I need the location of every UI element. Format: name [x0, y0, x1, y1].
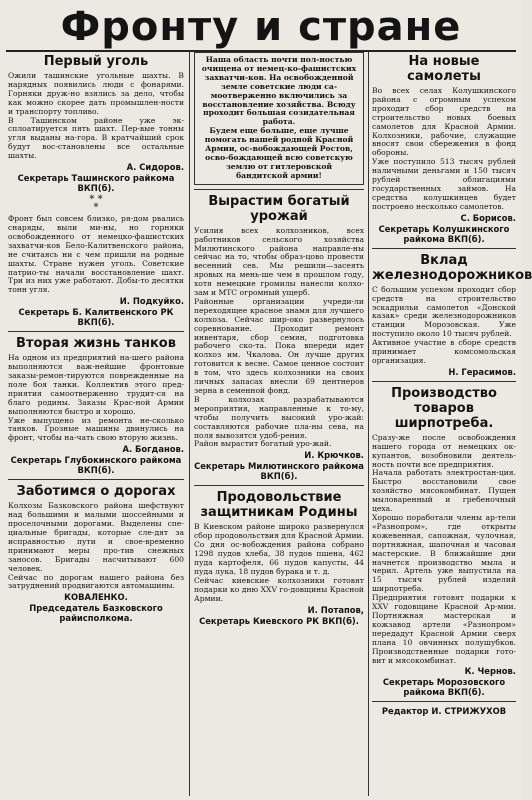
article-provisions	[194, 490, 364, 625]
signature-role: Секретарь Киевского РК ВКП(б).	[199, 615, 359, 626]
article-new-planes	[372, 54, 516, 244]
signature-role: Секретарь Морозовского райкома ВКП(б).	[382, 677, 506, 698]
article-body: Сразу-же после освобождения нашего города от немецких ок-купантов, возобновили деятель-ность почти все предприятия. Начала работать электростан-ция. Быстро восстановили свое хозяйство мясокомбинат. Пущен мыловаренный и гребеночный цеха. Хорошо поработали члены ар-тели «Разнопром», где открыты кожевенная, сапожная, чулочная, портняжная, шапочная и часовая мастерские. В ближайшие дни начнется производство мыла и черил. Артель уже выпустила на 15 тысяч рублей изделий ширпотреба. Предприятия готовят подарки к XXV годовщине Красной Ар-мии. Портняжная мастерская и кожзавод артели «Разнопром» передадут Красной Армии сверх плана 10 овчинных полушубков. Производственные подарки гото-вит и мясокомбинат.	[372, 432, 516, 665]
article-bk-mines	[8, 215, 184, 327]
signature-name: С. Борисов.	[460, 212, 516, 223]
article-title: Первый уголь	[43, 54, 149, 69]
article-railway	[372, 252, 532, 377]
article-title: Производство товаров ширпотреба.	[391, 385, 497, 431]
column-divider-2	[368, 52, 369, 796]
column-divider-1	[189, 52, 190, 796]
signature-name: А. Богданов.	[122, 444, 184, 455]
article-title: Вырастим богатый урожай	[208, 193, 350, 224]
divider	[372, 701, 516, 702]
article-body: Фронт был совсем близко, ря-дом рвались снаряды, выли ми-ны, но горняки освобожденного от немецко-фашистских захватчи-ков Бело-Калитвенского района, не считаясь ни с чем пришли на родные шахты. Стране нужен уголь. Советские патрио-ты начали восстановление шахт. Три из них уже работают. Добы-то десятки тонн угля.	[8, 214, 184, 295]
separator-stars: * * *	[89, 194, 103, 214]
article-title: Вклад железнодорожников	[372, 252, 532, 283]
signature-role: Секретарь Б. Калитвенского РК ВКП(б).	[18, 307, 174, 328]
divider	[8, 331, 184, 332]
column-middle	[194, 52, 364, 796]
article-title: На новые самолеты	[407, 54, 481, 84]
article-first-coal	[8, 54, 184, 193]
signature-name: И. Крючков.	[304, 450, 364, 461]
article-consumer-goods	[372, 386, 516, 698]
signature-role: Секретарь Глубокинского райкома ВКП(б).	[10, 455, 182, 476]
article-title: Продовольствие защитникам Родины	[200, 490, 358, 521]
article-harvest	[194, 194, 364, 482]
signature-name: А. Сидоров.	[126, 162, 184, 173]
article-body: На одном из предприятий на-шего района выполняются важ-нейшие фронтовые заказы-ремон-тируются поврежденные на поле боя танки. Коллектив этого пред-приятия самоотверженно трудит-ся на благо родины. Заказы Крас-ной Армии выполняются быстро и хорошо. Уже выпущено из ремонта не-сколько танков. Грозные машины двинулись на фронт, чтобы на-чать свою вторую жизнь.	[8, 353, 184, 443]
signature-role: Секретарь Ташинского райкома ВКП(б).	[17, 173, 175, 194]
article-body: Колхозы Базковского района шефствуют над большими и малыми шоссейными и проселочными дорогами. Выделены спе-циальные бригады, которые сле-дят за исправностью пути и свое-временно принимают меры про-тив снежных заносов. Бригады насчитывают 600 человек. Сейчас по дорогам нашего района без затруднений продвигаются автомашины.	[8, 501, 184, 591]
divider	[372, 248, 516, 249]
signature-name: К. Чернов.	[464, 666, 516, 677]
masthead-title: Фронту и стране	[60, 4, 462, 50]
article-title: Вторая жизнь танков	[16, 336, 176, 352]
divider	[372, 381, 516, 382]
signature-role: Секретарь Милютинского райкома ВКП(б).	[194, 461, 364, 482]
article-body: Ожили ташинские угольные шахты. В нарядных появились люди с фонарями. Горняки друж-но взялись за дело, чтобы как можно скорее дать промышлен-ности и транспорту топливо. В Ташинском районе уже эк-сплоатируется пять шахт. Пер-вые тонны угля выданы на-гора. В кратчайший срок будут вос-становлены все остальные шахты.	[8, 71, 184, 161]
article-body: В Киевском районе широко развернулся сбор продовольствия для Красной Армии. Со дня ос-вобождения района собрано 1298 пудов хлеба, 38 пудов пшена, 462 пуда картофеля, 66 пудов капусты, 44 пуда лука, 18 пудов бурака и т. д. Сейчас киевские колхозники готовят подарки ко дню XXV го-довщины Красной Армии.	[194, 522, 364, 603]
signature-name: И. Потапов,	[307, 604, 364, 615]
divider	[194, 189, 364, 190]
divider	[194, 485, 364, 486]
article-body: С большим успехом проходит сбор средств на строительство эскадрильи самолетов «Донской казак» среди железнодорожников станции Морозовская. Уже поступило около 10 тысяч рублей. Активное участие в сборе средств принимает комсомольская организация.	[372, 284, 516, 365]
signature-role: Секретарь Колушкинского райкома ВКП(б).	[378, 223, 510, 244]
article-body: Во всех селах Колушкинского района с огромным успехом проходит сбор средств на строительство новых боевых самолетов для Красной Армии. Колхозники, рабочие, служащие вносят свои сбережения в фонд обороны. Уже поступило 513 тысяч рублей наличными деньгами и 150 тысяч рублей облигациями государственных займов. На средства колушкинцев будет построено несколько самолетов.	[372, 86, 516, 211]
signature-name: И. Подкуйко.	[119, 296, 184, 307]
column-right	[372, 52, 532, 796]
editor-credit: Редактор И. СТРИЖУХОВ	[381, 706, 507, 717]
article-body: Усилия всех колхозников, всех работников сельского хозяйства Милютинского района направле-ны сейчас на то, чтобы образ-цово провести весенний сев. Мы решили—засеять яровых на мень-ше чем в прошлом году, хотя немецкие громилы нанесли колхо-зам и МТС огромный ущерб. Районные организации учреди-ли переходящее красное знамя для лучшего колхоза. Сейчас шир-око развернулось соревнование. Проходит ремонт инвентаря, сбор семян, подготовка рабочего ско-та. Пока впереди идет колхоз им. Чкалова. Он лучше других готовится к весне. Самое ценное состоит в том, что здесь колхозники на своих личных запасах внесли 69 центнеров зерна в семенной фонд. В колхозах разрабатываются мероприятия, направленные к то-му, чтобы получить высокий уро-жай: составляются рабочие пла-ны сева, на поля вывозятся удоб-рения. Район вырастит богатый уро-жай.	[194, 225, 364, 449]
signature-name: КОВАЛЕНКО.	[64, 592, 128, 603]
appeal-box	[194, 52, 364, 185]
signature-role: Председатель Базковского райисполкома.	[29, 603, 163, 624]
article-tanks	[8, 336, 184, 475]
column-left	[8, 52, 184, 796]
signature-name: Н. Герасимов.	[448, 366, 516, 377]
appeal-text: Наша область почти пол-ностью очищена от немец-ко-фашистских захватчи-ков. На освобожденной земле советские люди са-моотверженно включились за восстановление хозяйства. Всюду проходит большая созидательная работа. Будем еще больше, еще лучше помогать нашей родной Красной Армии, ос-вобождающей Ростов, осво-бождающей всю советскую землю от гитлеровской бандитской армии!	[201, 55, 357, 180]
article-title: Заботимся о дорогах	[16, 484, 176, 500]
article-roads	[8, 484, 184, 623]
divider	[8, 479, 184, 480]
